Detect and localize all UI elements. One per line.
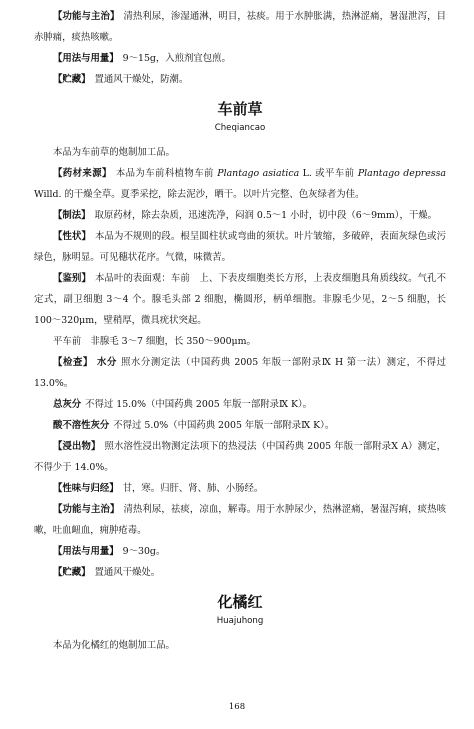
section-text: 清热利尿，祛痰，凉血，解毒。用于水肿尿少，热淋涩痛，暑湿泻痢，痰热咳嗽，吐血衄血，痈肿疮毒。	[34, 504, 446, 536]
entry-title: 车前草	[217, 100, 263, 118]
prev-usage-paragraph	[34, 48, 446, 69]
section-label: 【用法与用量】	[53, 53, 119, 64]
section-text: 9～15g，入煎剂宜包煎。	[122, 53, 231, 64]
extract-paragraph	[34, 436, 446, 478]
section-text: Willd. 的干燥全草。夏季采挖，除去泥沙，晒干。以叶片完整、色灰绿者为佳。	[34, 189, 365, 200]
section-label: 【贮藏】	[53, 567, 91, 578]
section-label: 【浸出物】	[53, 441, 101, 452]
section-label: 【性味与归经】	[53, 483, 119, 494]
section-label: 【制法】	[53, 210, 91, 221]
function-paragraph	[34, 499, 446, 541]
section-text: 取原药材，除去杂质，迅速洗净，闷润 0.5～1 小时，切中段（6～9mm），干燥。	[94, 210, 437, 221]
prev-function-paragraph	[34, 6, 446, 48]
entry-intro: 本品为化橘红的炮制加工品。	[53, 640, 175, 651]
entry-pinyin: Huajuhong	[216, 616, 264, 626]
characteristics-paragraph	[34, 226, 446, 268]
section-text: 甘，寒。归肝、肾、肺、小肠经。	[122, 483, 264, 494]
nature-paragraph	[34, 478, 446, 499]
preparation-paragraph	[34, 205, 446, 226]
section-label: 【检查】	[53, 357, 93, 368]
section-label: 【药材来源】	[53, 168, 112, 179]
section-text: 本品叶的表面观：车前 上、下表皮细胞类长方形，上表皮细胞具角质线纹。气孔不定式，副卫细胞 3～4 个。腺毛头部 2 细胞，椭圆形，柄单细胞。非腺毛少见，2～5 细胞，长 100～320μm，壁稍厚，微具疣状突起。	[34, 273, 446, 326]
section-text: 不得过 15.0%（中国药典 2005 年版一部附录Ⅸ K）。	[85, 399, 313, 410]
section-text: 清热利尿，渗湿通淋，明目，祛痰。用于水肿胀满，热淋涩痛，暑湿泄泻，目赤肿痛，痰热咳嗽。	[34, 11, 446, 43]
acid-ash-label: 酸不溶性灰分	[53, 420, 110, 431]
prev-storage-paragraph	[34, 69, 446, 90]
usage-paragraph	[34, 541, 446, 562]
latin-name: Plantago depressa	[357, 168, 447, 179]
latin-name: Plantago asiatica	[217, 168, 300, 179]
section-label: 【功能与主治】	[53, 11, 120, 22]
entry-intro: 本品为车前草的炮制加工品。	[53, 147, 175, 158]
storage-paragraph	[34, 562, 446, 583]
examination-paragraph	[34, 352, 446, 394]
section-label: 【鉴别】	[53, 273, 91, 284]
page-content	[34, 6, 446, 656]
total-ash-label: 总灰分	[53, 399, 82, 410]
source-paragraph	[34, 163, 446, 205]
section-text: 不得过 5.0%（中国药典 2005 年版一部附录Ⅸ K）。	[113, 420, 335, 431]
section-text: 9～30g。	[122, 546, 166, 557]
entry-title: 化橘红	[217, 593, 263, 611]
section-text: 照水溶性浸出物测定法项下的热浸法（中国药典 2005 年版一部附录Ⅹ A）测定，不得少于 14.0%。	[34, 441, 446, 473]
total-ash-paragraph	[34, 394, 446, 415]
section-text: L. 或平车前	[302, 168, 355, 179]
section-text: 置通风干燥处，防潮。	[94, 74, 189, 85]
section-label: 【性状】	[53, 231, 91, 242]
entry-pinyin: Cheqiancao	[214, 123, 266, 133]
acid-insoluble-ash-paragraph	[34, 415, 446, 436]
section-text: 置通风干燥处。	[94, 567, 161, 578]
section-text: 照水分测定法（中国药典 2005 年版一部附录Ⅸ H 第一法）测定，不得过 13.0%。	[34, 357, 446, 389]
section-label: 【贮藏】	[53, 74, 91, 85]
identification-paragraph-2: 平车前 非腺毛 3～7 细胞，长 350～900μm。	[53, 336, 256, 347]
section-label: 【功能与主治】	[53, 504, 120, 515]
page-number: 168	[228, 702, 246, 712]
identification-paragraph	[34, 268, 446, 331]
moisture-label: 水分	[96, 357, 117, 368]
section-text: 本品为车前科植物车前	[115, 168, 214, 179]
section-label: 【用法与用量】	[53, 546, 119, 557]
section-text: 本品为不规则的段。根呈圆柱状或弯曲的须状。叶片皱缩，多破碎，表面灰绿色或污绿色，脉明显。可见穗状花序。气微，味微苦。	[34, 231, 446, 263]
